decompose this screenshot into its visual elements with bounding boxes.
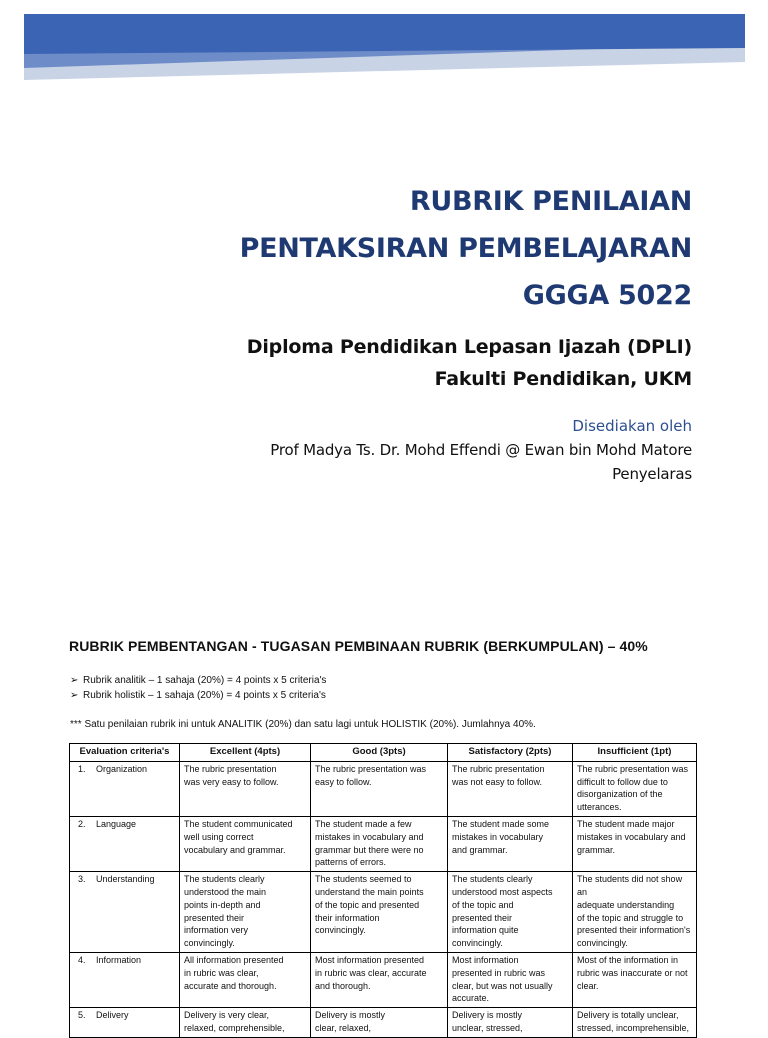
- cell-text-line: presented their: [184, 912, 245, 923]
- rubric-cell: [448, 872, 573, 953]
- rubric-cell: [311, 1008, 448, 1038]
- document-title-line-2: PENTAKSIRAN PEMBELAJARAN: [239, 233, 692, 264]
- cell-text-line: easy to follow.: [315, 776, 372, 787]
- rubric-cell: [573, 952, 697, 1007]
- cell-text-line: disorganization of the: [577, 789, 663, 800]
- title-block: [0, 178, 692, 395]
- cell-text-line: in rubric was clear,: [184, 967, 259, 978]
- cell-text-line: The students clearly: [452, 874, 533, 885]
- rubric-cell: [448, 1008, 573, 1038]
- cell-text-line: understood the main: [184, 886, 267, 897]
- document-title-line-3: GGGA 5022: [522, 280, 692, 311]
- criterion-cell: [70, 952, 180, 1007]
- criterion-name: Delivery: [96, 1010, 129, 1021]
- cell-text-line: patterns of errors.: [315, 857, 387, 868]
- cell-text-line: The student made a few: [315, 818, 412, 829]
- cell-text-line: The students seemed to: [315, 874, 412, 885]
- column-header: Insufficient (1pt): [573, 744, 697, 762]
- cell-text-line: points in-depth and: [184, 899, 261, 910]
- criterion-cell: [70, 761, 180, 816]
- cell-text-line: difficult to follow due to: [577, 776, 668, 787]
- rubric-cell: [180, 872, 311, 953]
- criterion-name: Information: [96, 954, 142, 965]
- cell-text-line: Most of the information in: [577, 954, 679, 965]
- cell-text-line: presented in rubric was: [452, 967, 546, 978]
- table-body: [70, 761, 697, 1037]
- cell-text-line: The student made major: [577, 818, 675, 829]
- criterion-number: 3.: [78, 874, 86, 885]
- criterion-cell: [70, 872, 180, 953]
- rubric-cell: [448, 761, 573, 816]
- cell-text-line: mistakes in vocabulary: [452, 831, 544, 842]
- arrow-bullet-icon: ➢: [70, 690, 79, 701]
- header-banner: [24, 14, 745, 90]
- bullet-item: [70, 673, 326, 688]
- assessment-note: *** Satu penilaian rubrik ini untuk ANALITIK (20%) dan satu lagi untuk HOLISTIK (20%). Jumlahnya 40%.: [70, 719, 536, 730]
- banner-graphic: [24, 14, 745, 90]
- cell-text-line: was very easy to follow.: [184, 776, 279, 787]
- rubric-cell: [180, 816, 311, 871]
- cell-text-line: convincingly.: [315, 925, 366, 936]
- cell-text-line: convincingly.: [452, 938, 503, 949]
- subtitle-block: [0, 331, 692, 395]
- cell-text-line: and grammar.: [452, 844, 508, 855]
- column-header: Excellent (4pts): [180, 744, 311, 762]
- table-row: [70, 952, 697, 1007]
- rubric-cell: [311, 952, 448, 1007]
- cell-text-line: vocabulary and grammar.: [184, 844, 286, 855]
- cell-text-line: Most information: [452, 954, 519, 965]
- cell-text-line: of the topic and presented: [315, 899, 420, 910]
- prepared-by-label: Disediakan oleh: [572, 417, 692, 435]
- cell-text-line: The rubric presentation was: [577, 763, 689, 774]
- bullet-list: [70, 673, 326, 703]
- cell-text-line: The rubric presentation: [452, 763, 545, 774]
- cell-text-line: The student made some: [452, 818, 550, 829]
- cell-text-line: accurate and thorough.: [184, 980, 277, 991]
- rubric-cell: [573, 872, 697, 953]
- rubric-cell: [311, 872, 448, 953]
- cell-text-line: convincingly.: [577, 938, 628, 949]
- column-header: Good (3pts): [311, 744, 448, 762]
- rubric-cell: [311, 761, 448, 816]
- cell-text-line: clear, but was not usually: [452, 980, 553, 991]
- rubric-cell: [573, 761, 697, 816]
- faculty-name: Fakulti Pendidikan, UKM: [434, 368, 692, 390]
- rubric-cell: [180, 952, 311, 1007]
- column-header: Satisfactory (2pts): [448, 744, 573, 762]
- cell-text-line: Most information presented: [315, 954, 425, 965]
- column-header: Evaluation criteria's: [70, 744, 180, 762]
- rubric-cell: [311, 816, 448, 871]
- table-row: [70, 1008, 697, 1038]
- cell-text-line: information very: [184, 925, 249, 936]
- cell-text-line: Delivery is very clear,: [184, 1010, 270, 1021]
- rubric-table: [69, 743, 697, 1038]
- rubric-cell: [180, 761, 311, 816]
- criterion-name: Language: [96, 818, 137, 829]
- cell-text-line: of the topic and struggle to: [577, 912, 684, 923]
- criterion-number: 5.: [78, 1010, 86, 1021]
- cell-text-line: was not easy to follow.: [452, 776, 543, 787]
- table-row: [70, 872, 697, 953]
- banner-dark-band: [24, 14, 745, 54]
- cell-text-line: rubric was inaccurate or not: [577, 967, 688, 978]
- program-name: Diploma Pendidikan Lepasan Ijazah (DPLI): [246, 336, 692, 358]
- cell-text-line: All information presented: [184, 954, 284, 965]
- cell-text-line: stressed, incomprehensible,: [577, 1022, 690, 1033]
- rubric-cell: [180, 1008, 311, 1038]
- criterion-cell: [70, 816, 180, 871]
- cell-text-line: mistakes in vocabulary and: [577, 831, 686, 842]
- cell-text-line: grammar but there were no: [315, 844, 424, 855]
- cell-text-line: The students did not show an: [577, 874, 683, 897]
- cell-text-line: relaxed, comprehensible,: [184, 1022, 285, 1033]
- cell-text-line: well using correct: [184, 831, 254, 842]
- cell-text-line: Delivery is mostly: [315, 1010, 386, 1021]
- cell-text-line: convincingly.: [184, 938, 235, 949]
- table-row: [70, 761, 697, 816]
- cell-text-line: The rubric presentation: [184, 763, 277, 774]
- cell-text-line: understood most aspects: [452, 886, 553, 897]
- cell-text-line: The rubric presentation was: [315, 763, 427, 774]
- cell-text-line: in rubric was clear, accurate: [315, 967, 427, 978]
- table-row: [70, 816, 697, 871]
- rubric-cell: [448, 816, 573, 871]
- cell-text-line: clear.: [577, 980, 599, 991]
- bullet-item: [70, 688, 326, 703]
- criterion-number: 2.: [78, 818, 86, 829]
- bullet-text: Rubrik holistik – 1 sahaja (20%) = 4 points x 5 criteria's: [83, 690, 326, 701]
- prepared-by-name: Prof Madya Ts. Dr. Mohd Effendi @ Ewan bin Mohd Matore: [270, 441, 692, 459]
- cell-text-line: unclear, stressed,: [452, 1022, 523, 1033]
- cell-text-line: mistakes in vocabulary and: [315, 831, 424, 842]
- criterion-name: Understanding: [96, 874, 155, 885]
- cell-text-line: grammar.: [577, 844, 616, 855]
- cell-text-line: adequate understanding: [577, 899, 675, 910]
- cell-text-line: Delivery is totally unclear,: [577, 1010, 679, 1021]
- criterion-number: 1.: [78, 763, 86, 774]
- prepared-by-block: [270, 414, 692, 486]
- criterion-name: Organization: [96, 763, 148, 774]
- cell-text-line: information quite: [452, 925, 519, 936]
- cell-text-line: and thorough.: [315, 980, 371, 991]
- document-title-line-1: RUBRIK PENILAIAN: [409, 186, 692, 217]
- cell-text-line: presented their: [452, 912, 513, 923]
- cell-text-line: presented their information's: [577, 925, 691, 936]
- arrow-bullet-icon: ➢: [70, 675, 79, 686]
- section-heading: RUBRIK PEMBENTANGAN - TUGASAN PEMBINAAN RUBRIK (BERKUMPULAN) – 40%: [69, 638, 648, 654]
- cell-text-line: The students clearly: [184, 874, 265, 885]
- cell-text-line: accurate.: [452, 993, 490, 1004]
- criterion-cell: [70, 1008, 180, 1038]
- rubric-cell: [573, 1008, 697, 1038]
- cell-text-line: of the topic and: [452, 899, 514, 910]
- criterion-number: 4.: [78, 954, 86, 965]
- bullet-text: Rubrik analitik – 1 sahaja (20%) = 4 points x 5 criteria's: [83, 675, 327, 686]
- cell-text-line: The student communicated: [184, 818, 293, 829]
- cell-text-line: Delivery is mostly: [452, 1010, 523, 1021]
- rubric-cell: [573, 816, 697, 871]
- table-header-row: [70, 744, 697, 762]
- cell-text-line: understand the main points: [315, 886, 424, 897]
- prepared-by-role: Penyelaras: [612, 465, 692, 483]
- cell-text-line: their information: [315, 912, 380, 923]
- rubric-cell: [448, 952, 573, 1007]
- cell-text-line: clear, relaxed,: [315, 1022, 372, 1033]
- cell-text-line: utterances.: [577, 802, 622, 813]
